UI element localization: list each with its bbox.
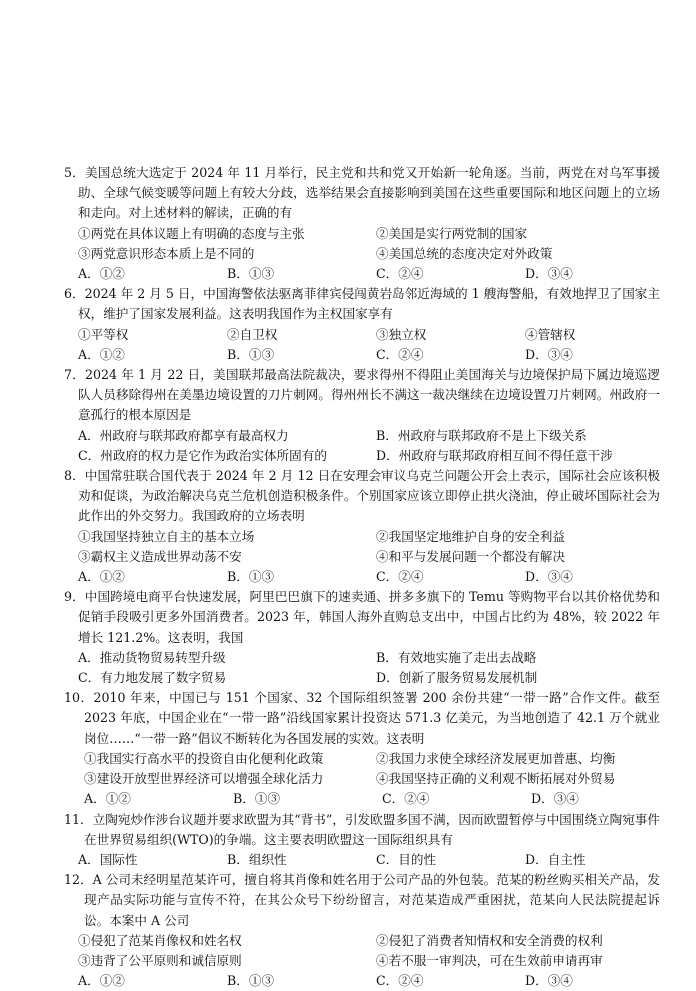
question-number: 5． (64, 165, 85, 180)
question-11 (64, 810, 660, 871)
option-row (64, 345, 660, 365)
question-number: 10． (64, 690, 94, 706)
option-d[interactable]: D．创新了服务贸易发展机制 (376, 670, 538, 686)
statement: ③独立权 (376, 326, 427, 342)
option-row (64, 648, 660, 668)
question-8 (64, 466, 660, 587)
question-text: 2024 年 1 月 22 日，美国联邦最高法院裁决，要求得州不得阻止美国海关与边境保护局下属边境巡逻队人员移除得州在美墨边境设置的刀片刺网。得州州长不满这一裁决继续在边境设置刀片刺网。州政府一意孤行的根本原因是 (78, 367, 660, 423)
option-c[interactable]: C．州政府的权力是它作为政治实体所固有的 (78, 447, 327, 463)
question-stem (64, 688, 660, 749)
option-c[interactable]: C．有力地发展了数字贸易 (78, 670, 227, 686)
question-stem (64, 466, 660, 527)
question-text: 2010 年来，中国已与 151 个国家、32 个国际组织签署 200 余份共建“一带一路”合作文件。截至 2023 年底，中国企业在“一带一路”沿线国家累计投资达 571.3 亿美元，为当地创造了 42.1 万个就业岗位……“一带一路”倡议不断转化为各国发展的实效。这表明 (84, 690, 660, 746)
exam-page (64, 163, 660, 991)
option-row (64, 971, 660, 991)
statement-row (64, 749, 660, 769)
question-stem (64, 587, 660, 648)
question-text: 中国跨境电商平台快速发展，阿里巴巴旗下的速卖通、拼多多旗下的 Temu 等购物平台以其价格优势和促销手段吸引更多外国消费者。2023 年，韩国人海外直购总支出中，中国占比约为 48%，较 2022 年增长 121.2%。这表明，我国 (78, 589, 660, 645)
option-a[interactable]: A．①② (78, 569, 125, 585)
question-12 (64, 870, 660, 991)
statement: ④美国总统的态度决定对外政策 (376, 245, 553, 261)
question-number: 12． (64, 872, 93, 888)
question-text: 中国常驻联合国代表于 2024 年 2 月 12 日在安理会审议乌克兰问题公开会上表示，国际社会应该积极劝和促谈，为政治解决乌克兰危机创造积极条件。个别国家应该立即停止拱火浇油，停止破坏国际社会为此作出的外交努力。我国政府的立场表明 (78, 468, 661, 524)
question-7 (64, 365, 660, 466)
question-stem (64, 284, 660, 324)
question-number: 6． (64, 286, 85, 302)
statement: ②我国力求使全球经济发展更加普惠、均衡 (376, 750, 616, 766)
option-b[interactable]: B．①③ (233, 791, 281, 807)
option-b[interactable]: B．①③ (227, 569, 275, 585)
statement-row (64, 527, 660, 547)
option-d[interactable]: D．③④ (531, 791, 579, 807)
option-a[interactable]: A．推动货物贸易转型升级 (78, 649, 226, 665)
statement: ④管辖权 (525, 326, 576, 342)
statement: ①我国实行高水平的投资自由化便利化政策 (84, 750, 324, 766)
question-stem (64, 365, 660, 426)
question-number: 7． (64, 367, 85, 383)
question-stem (64, 870, 660, 931)
question-number: 9． (64, 589, 85, 605)
option-c[interactable]: C．②④ (376, 973, 424, 989)
option-row (64, 789, 660, 809)
statement-row (64, 951, 660, 971)
question-5 (64, 163, 660, 284)
question-10 (64, 688, 660, 809)
question-text: A 公司未经明星范某许可，擅自将其肖像和姓名用于公司产品的外包装。范某的粉丝购买相关产品，发现产品实际功能与宣传不符，在其公众号下纷纷留言，对范某造成严重困扰，范某向人民法院提起诉讼。本案中 A 公司 (84, 872, 660, 928)
question-number: 11． (64, 811, 93, 827)
option-a[interactable]: A．①② (78, 346, 125, 362)
statement: ④和平与发展问题一个都没有解决 (376, 548, 565, 564)
option-d[interactable]: D．③④ (525, 973, 573, 989)
option-row (64, 446, 660, 466)
option-b[interactable]: B．有效地实施了走出去战略 (376, 649, 537, 665)
question-text: 2024 年 2 月 5 日，中国海警依法驱离菲律宾侵闯黄岩岛邻近海域的 1 艘海警船，有效地捍卫了国家主权，维护了国家发展利益。这表明我国作为主权国家享有 (78, 286, 660, 322)
option-b[interactable]: B．①③ (227, 346, 275, 362)
statement: ②我国坚定地维护自身的安全利益 (376, 528, 565, 544)
statement: ④若不服一审判决，可在生效前申请再审 (376, 952, 603, 968)
option-b[interactable]: B．组织性 (227, 851, 287, 867)
option-a[interactable]: A．①② (84, 791, 131, 807)
option-c[interactable]: C．②④ (376, 346, 424, 362)
option-c[interactable]: C．②④ (382, 791, 430, 807)
statement: ①侵犯了范某肖像权和姓名权 (78, 932, 242, 948)
statement-row (64, 325, 660, 345)
option-a[interactable]: A．国际性 (78, 851, 138, 867)
statement: ③建设开放型世界经济可以增强全球化活力 (84, 771, 324, 787)
option-c[interactable]: C．②④ (376, 569, 424, 585)
option-row (64, 264, 660, 284)
option-d[interactable]: D．③④ (525, 569, 573, 585)
question-text: 立陶宛炒作涉台议题并要求欧盟为其“背书”，引发欧盟多国不满，因而欧盟暂停与中国围绕立陶宛事件在世界贸易组织(WTO)的争端。这主要表明欧盟这一国际组织具有 (84, 811, 660, 847)
statement: ①两党在具体议题上有明确的态度与主张 (78, 225, 305, 241)
option-b[interactable]: B．①③ (227, 973, 275, 989)
statement-row (64, 931, 660, 951)
question-text: 美国总统大选定于 2024 年 11 月举行，民主党和共和党又开始新一轮角逐。当前，两党在对乌军事援助、全球气候变暖等问题上有较大分歧，选举结果会直接影响到美国在这些重要国际和地区问题上的立场和走向。对上述材料的解读，正确的有 (78, 165, 661, 221)
question-number: 8． (64, 468, 85, 484)
statement: ④我国坚持正确的义利观不断拓展对外贸易 (376, 771, 616, 787)
option-c[interactable]: C．目的性 (376, 851, 437, 867)
option-row (64, 850, 660, 870)
option-d[interactable]: D．州政府与联邦政府相互间不得任意干涉 (376, 447, 613, 463)
statement: ③违背了公平原则和诚信原则 (78, 952, 242, 968)
question-6 (64, 284, 660, 365)
statement: ②美国是实行两党制的国家 (376, 225, 528, 241)
option-b[interactable]: B．①③ (227, 266, 275, 282)
statement-row (64, 769, 660, 789)
option-d[interactable]: D．自主性 (525, 851, 586, 867)
option-c[interactable]: C．②④ (376, 266, 424, 282)
question-stem (64, 163, 660, 224)
question-9 (64, 587, 660, 688)
question-stem (64, 810, 660, 850)
option-d[interactable]: D．③④ (525, 346, 573, 362)
statement: ②自卫权 (227, 326, 278, 342)
option-b[interactable]: B．州政府与联邦政府不是上下级关系 (376, 427, 587, 443)
option-row (64, 426, 660, 446)
option-row (64, 567, 660, 587)
option-a[interactable]: A．①② (78, 266, 125, 282)
option-a[interactable]: A．州政府与联邦政府都享有最高权力 (78, 427, 289, 443)
statement: ①平等权 (78, 326, 129, 342)
statement-row (64, 224, 660, 244)
statement: ③霸权主义造成世界动荡不安 (78, 548, 242, 564)
option-d[interactable]: D．③④ (525, 266, 573, 282)
statement-row (64, 547, 660, 567)
option-a[interactable]: A．①② (78, 973, 125, 989)
option-row (64, 668, 660, 688)
statement: ①我国坚持独立自主的基本立场 (78, 528, 255, 544)
statement: ③两党意识形态本质上是不同的 (78, 245, 255, 261)
statement-row (64, 244, 660, 264)
statement: ②侵犯了消费者知情权和安全消费的权利 (376, 932, 603, 948)
